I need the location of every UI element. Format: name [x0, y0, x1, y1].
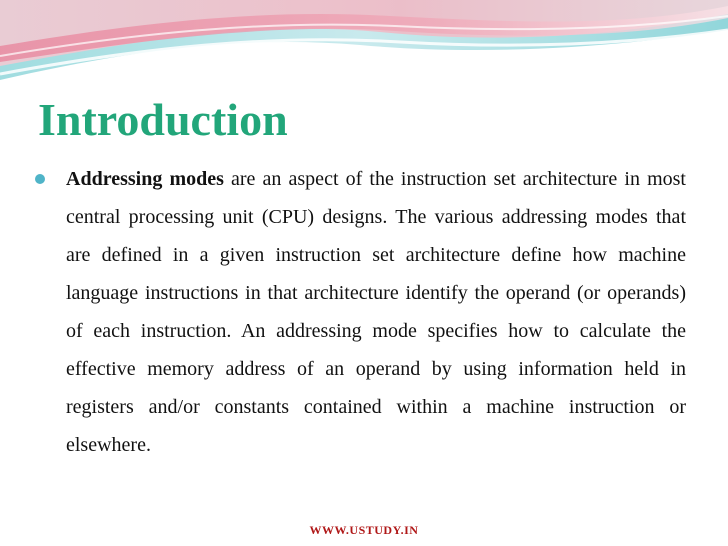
bullet-list [30, 160, 686, 464]
bullet-dot-icon [35, 174, 45, 184]
bullet-lead-term: Addressing modes [66, 168, 224, 190]
bullet-item [30, 160, 686, 464]
bullet-body-text: are an aspect of the instruction set architecture in most central processing unit (CPU) designs. The various addressing modes that are defined in a given instruction set architecture define how machine language instructions in that architecture identify the operand (or operands) of each instruction. An addressing mode specifies how to calculate the effective memory address of an operand by using information held in registers and/or constants contained within a machine instruction or elsewhere. [66, 168, 686, 456]
slide-title: Introduction [38, 94, 288, 145]
footer-website-link[interactable]: WWW.USTUDY.IN [309, 523, 419, 537]
decorative-wave-banner [0, 0, 728, 90]
